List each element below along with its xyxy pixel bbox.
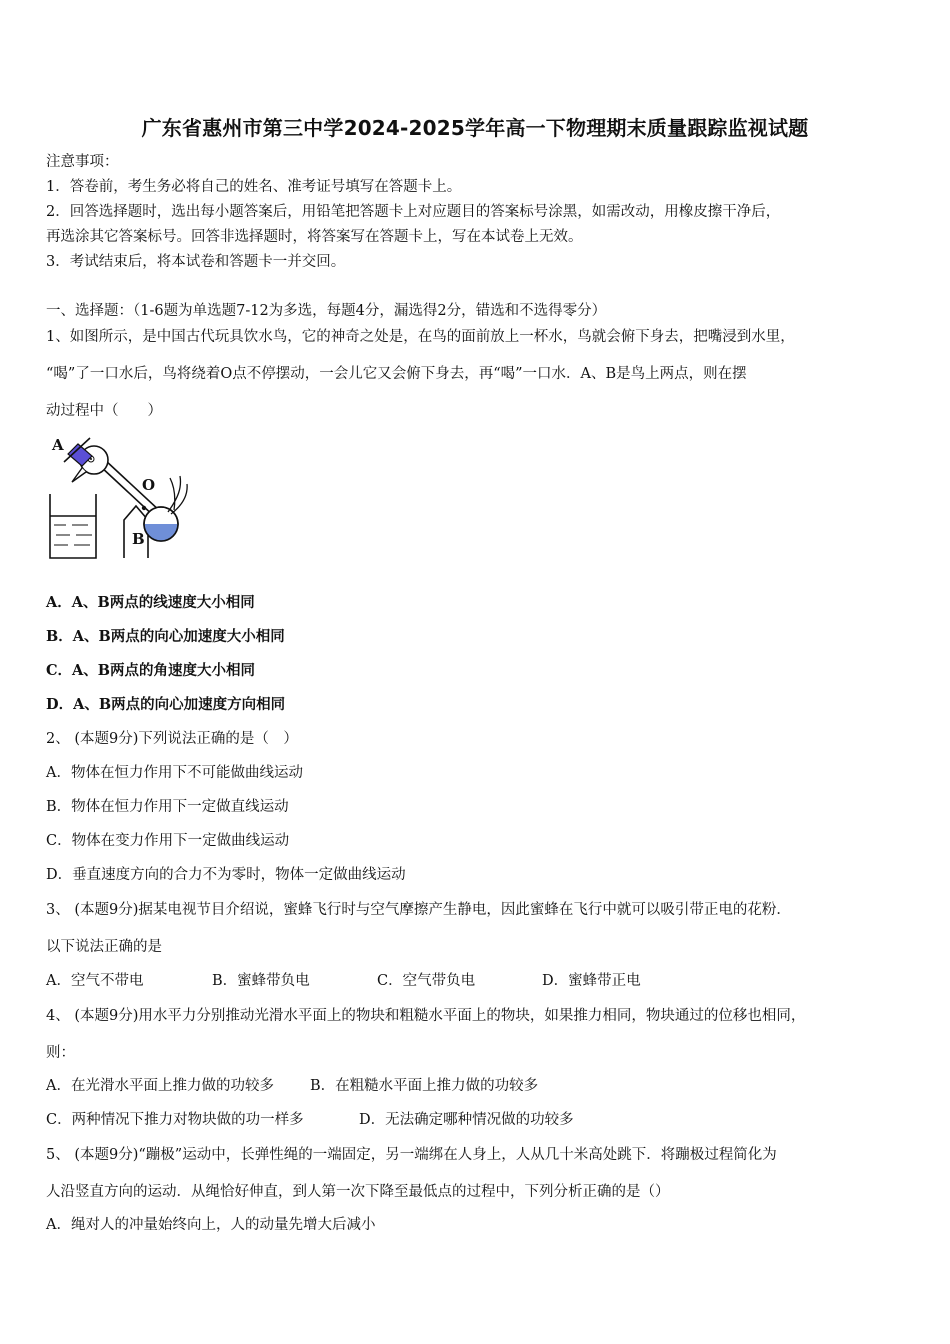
bird-beak [72,468,86,482]
q1-stem-line-1: 1、如图所示，是中国古代玩具饮水鸟，它的神奇之处是，在鸟的面前放上一杯水，鸟就会俯下身去，把嘴浸到水里， [46,329,795,345]
figure-label-a: A [52,436,64,454]
q4-option-c: C．两种情况下推力对物块做的功一样多 [46,1112,304,1128]
q3-option-d: D．蜜蜂带正电 [542,973,641,989]
section-heading: 一、选择题：（1-6题为单选题7-12为多选，每题4分，漏选得2分，错选和不选得零分） [46,303,607,319]
q5-option-a: A．绳对人的冲量始终向上，人的动量先增大后减小 [46,1217,376,1233]
pivot-point [142,506,146,510]
drinking-bird-figure [44,432,194,564]
q1-stem-line-2: “喝”了一口水后，鸟将绕着O点不停摆动，一会儿它又会俯下身去，再“喝”一口水．A、B是鸟上两点，则在摆 [46,366,747,382]
notice-item-2-cont: 再选涂其它答案标号。回答非选择题时，将答案写在答题卡上，写在本试卷上无效。 [46,229,583,245]
q1-option-a: A．A、B两点的线速度大小相同 [46,594,255,611]
q1-option-d: D．A、B两点的向心加速度方向相同 [46,696,286,713]
q2-option-a: A．物体在恒力作用下不可能做曲线运动 [46,765,303,781]
notice-item-3: 3．考试结束后，将本试卷和答题卡一并交回。 [46,254,346,270]
q3-option-c: C．空气带负电 [377,973,476,989]
q4-stem-line-2: 则： [46,1045,75,1061]
q5-stem-line-2: 人沿竖直方向的运动．从绳恰好伸直，到人第一次下降至最低点的过程中，下列分析正确的是（） [46,1184,670,1200]
figure-label-o: O [142,476,156,494]
q2-option-b: B．物体在恒力作用下一定做直线运动 [46,799,289,815]
q3-stem-line-2: 以下说法正确的是 [46,939,162,955]
q5-stem-line-1: 5、 (本题9分)“蹦极”运动中，长弹性绳的一端固定，另一端绑在人身上，人从几十米高处跳下．将蹦极过程简化为 [46,1147,777,1163]
bird-tail [168,476,187,514]
q3-option-a: A．空气不带电 [46,973,144,989]
q4-option-b: B．在粗糙水平面上推力做的功较多 [310,1078,539,1094]
water-glass [50,494,96,558]
q2-stem: 2、 (本题9分)下列说法正确的是（ ） [46,731,298,747]
q1-option-b: B．A、B两点的向心加速度大小相同 [46,628,285,645]
figure-label-b: B [132,530,145,548]
q4-option-d: D．无法确定哪种情况做的功较多 [359,1112,574,1128]
q2-option-c: C．物体在变力作用下一定做曲线运动 [46,833,290,849]
page-title: 广东省惠州市第三中学2024-2025学年高一下物理期末质量跟踪监视试题 [141,116,809,140]
notice-item-1: 1．答卷前，考生务必将自己的姓名、准考证号填写在答题卡上。 [46,179,462,195]
q2-option-d: D．垂直速度方向的合力不为零时，物体一定做曲线运动 [46,867,406,883]
q4-options-row-1 [46,1076,906,1096]
q4-stem-line-1: 4、 (本题9分)用水平力分别推动光滑水平面上的物块和粗糙水平面上的物块，如果推力相同，物块通过的位移也相同， [46,1008,806,1024]
q3-option-b: B．蜜蜂带负电 [212,973,310,989]
notice-item-2: 2．回答选择题时，选出每小题答案后，用铅笔把答题卡上对应题目的答案标号涂黑，如需改动，用橡皮擦干净后， [46,204,781,220]
q4-options-row-2 [46,1110,906,1130]
q4-option-a: A．在光滑水平面上推力做的功较多 [46,1078,274,1094]
q1-option-c: C．A、B两点的角速度大小相同 [46,662,256,679]
notice-heading: 注意事项： [46,154,119,170]
q1-stem-line-3: 动过程中（ ） [46,403,162,419]
q3-options-row [46,971,906,991]
q3-stem-line-1: 3、 (本题9分)据某电视节目介绍说，蜜蜂飞行时与空气摩擦产生静电，因此蜜蜂在飞行中就可以吸引带正电的花粉． [46,902,791,918]
